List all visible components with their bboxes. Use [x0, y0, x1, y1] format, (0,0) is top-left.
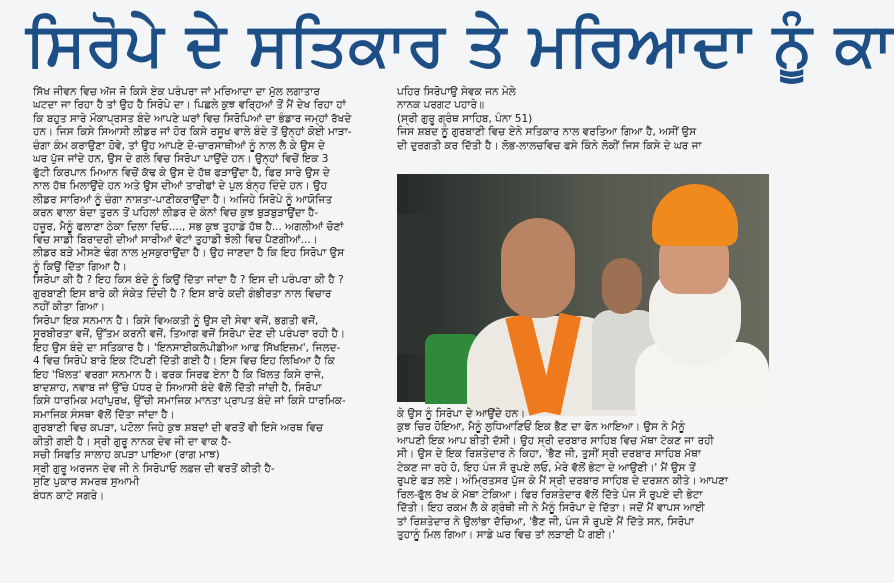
article-line: ਹਜ਼ੂਰ, ਮੈਨੂੰ ਫਲਾਣਾ ਠੇਕਾ ਦਿਲਾ ਦਿਓ...., ਸਭ ਕੁਝ ਤੁਹਾਡੇ ਹੱਥ ਹੈ... ਅਗਲੀਆਂ ਚੋਣਾਂ — [33, 220, 344, 233]
article-line: 4 ਵਿਚ ਸਿਰੋਪੇ ਬਾਰੇ ਇਕ ਟਿੱਪਣੀ ਦਿੱਤੀ ਗਈ ਹੈ। ਇਸ ਵਿਚ ਇਹ ਲਿਖਿਆ ਹੈ ਕਿ — [33, 355, 335, 368]
article-line: ਕੇ ਉਸ ਨੂੰ ਸਿਰੋਪਾ ਦੇ ਆਉਂਦੇ ਹਨ। — [397, 408, 526, 420]
article-line: ਇਹ ਉਸ ਬੰਦੇ ਦਾ ਸਤਿਕਾਰ ਹੈ। 'ਇਨਸਾਈਕਲੋਪੀਡੀਆ ਆਫ ਸਿੱਖਇਜ਼ਮ', ਜਿਲਦ- — [33, 341, 341, 354]
article-line: ਘਰ ਪੁੱਜ ਜਾਂਦੇ ਹਨ, ਉਸ ਦੇ ਗਲੇ ਵਿਚ ਸਿਰੋਪਾ ਪਾਉਂਦੇ ਹਨ। ਉਨ੍ਹਾਂ ਵਿਚੋਂ ਇਕ 3 — [33, 153, 329, 166]
article-line: ਆਪਣੀ ਇਕ ਆਪ ਬੀਤੀ ਦੱਸੀ। ਉਹ ਸ੍ਰੀ ਦਰਬਾਰ ਸਾਹਿਬ ਵਿਚ ਮੱਥਾ ਟੇਕਣ ਜਾ ਰਹੀ — [397, 434, 714, 447]
article-line: ਕਿਸੇ ਧਾਰਮਿਕ ਮਹਾਂਪੁਰਖ, ਉੱਚੀ ਸਮਾਜਿਕ ਮਾਨਤਾ ਪ੍ਰਾਪਤ ਬੰਦੇ ਜਾਂ ਕਿਸੇ ਧਾਰਮਿਕ- — [33, 395, 346, 408]
article-line: ਇਹ 'ਖਿੱਲਤ' ਵਰਗਾ ਸਨਮਾਨ ਹੈ। ਫਰਕ ਸਿਰਫ ਏਨਾ ਹੈ ਕਿ ਖਿੱਲਤ ਕਿਸੇ ਰਾਜੇ, — [33, 368, 325, 381]
article-line: ਦਿੱਤੀ। ਇਹ ਰਕਮ ਲੈ ਕੇ ਗ੍ਰੰਥੀ ਜੀ ਨੇ ਮੈਨੂੰ ਸਿਰੋਪਾ ਦੇ ਦਿੱਤਾ। ਜਦੋਂ ਮੈਂ ਵਾਪਸ ਆਈ — [397, 502, 705, 515]
article-line: ਹਨ। ਜਿਸ ਕਿਸੇ ਸਿਆਸੀ ਲੀਡਰ ਜਾਂ ਹੋਰ ਕਿਸੇ ਰਸੂਖ ਵਾਲੇ ਬੰਦੇ ਤੋਂ ਉਨ੍ਹਾਂ ਕੋਈ ਮਾੜਾ- — [33, 126, 352, 139]
article-line: ਸਿਰੋਪਾ ਕੀ ਹੈ ? ਇਹ ਕਿਸ ਬੰਦੇ ਨੂੰ ਕਿਉਂ ਦਿੱਤਾ ਜਾਂਦਾ ਹੈ ? ਇਸ ਦੀ ਪਰੰਪਰਾ ਕੀ ਹੈ ? — [33, 274, 344, 287]
article-line: ਸਮਾਜਿਕ ਸੰਸਥਾ ਵੱਲੋਂ ਦਿੱਤਾ ਜਾਂਦਾ ਹੈ। — [33, 408, 175, 421]
article-line: ਲੀਡਰ ਬੜੇ ਮੀਸਣੇ ਢੰਗ ਨਾਲ ਮੁਸਕੁਰਾਉਂਦਾ ਹੈ। ਉਹ ਜਾਣਦਾ ਹੈ ਕਿ ਇਹ ਸਿਰੋਪਾ ਉਸ — [33, 247, 345, 260]
article-line: ਨਾਲ ਹੱਥ ਮਿਲਾਉਂਦੇ ਹਨ ਅਤੇ ਉਸ ਦੀਆਂ ਤਾਰੀਫਾਂ ਦੇ ਪੁਲ ਬੰਨ੍ਹ ਦਿੰਦੇ ਹਨ। ਉਹ — [33, 180, 328, 193]
article-line: ਕੀਤੀ ਗਈ ਹੈ। ਸ੍ਰੀ ਗੁਰੂ ਨਾਨਕ ਦੇਵ ਜੀ ਦਾ ਵਾਕ ਹੈ- — [33, 435, 232, 448]
news-photo — [397, 174, 769, 402]
article-column-left — [33, 86, 386, 503]
article-line: ਗੁਰਬਾਣੀ ਇਸ ਬਾਰੇ ਕੀ ਸੰਕੇਤ ਦਿੰਦੀ ਹੈ ? ਇਸ ਬਾਰੇ ਕਦੀ ਗੰਭੀਰਤਾ ਨਾਲ ਵਿਚਾਰ — [33, 287, 332, 300]
article-line: ਟੇਕਣ ਜਾ ਰਹੇ ਹੋ, ਇਹ ਪੰਜ ਸੌ ਰੁਪਏ ਲਓ, ਮੇਰੇ ਵੱਲੋਂ ਭੇਟਾ ਦੇ ਆਉਣੀ।' ਮੈਂ ਉਸ ਤੋਂ — [397, 461, 696, 474]
article-line: ਸਿਰੋਪਾ ਇਕ ਸਨਮਾਨ ਹੈ। ਕਿਸੇ ਵਿਅਕਤੀ ਨੂੰ ਉਸ ਦੀ ਸੇਵਾ ਵਜੋਂ, ਭਗਤੀ ਵਜੋਂ, — [33, 314, 319, 327]
article-line: ਕਰਨ ਵਾਲਾ ਬੰਦਾ ਤੁਰਨ ਤੋਂ ਪਹਿਲਾਂ ਲੀਡਰ ਦੇ ਕੰਨਾਂ ਵਿਚ ਕੁਝ ਬੁੜਬੁੜਾਉਂਦਾ ਹੈ- — [33, 207, 319, 220]
article-column-right-bottom — [397, 408, 769, 543]
article-line: ਰਿਲ-ਫੁੱਲ ਰੱਖ ਕੇ ਮੱਥਾ ਟੇਕਿਆ। ਫਿਰ ਰਿਸ਼ਤੇਦਾਰ ਵੱਲੋਂ ਦਿੱਤੇ ਪੰਜ ਸੌ ਰੁਪਏ ਦੀ ਭੇਟਾ — [397, 488, 703, 501]
article-line: ਚੰਗਾ ਕੰਮ ਕਰਾਉਣਾ ਹੋਵੇ, ਤਾਂ ਉਹ ਆਪਣੇ ਦੋ-ਚਾਰਸਾਥੀਆਂ ਨੂੰ ਨਾਲ ਲੈ ਕੇ ਉਸ ਦੇ — [33, 139, 325, 152]
article-line: ਪਹਿਰ ਸਿਰੋਪਾਉ ਸੇਵਕ ਜਨ ਮੇਲੇ — [397, 86, 516, 98]
article-line: ਸ੍ਰੀ ਗੁਰੂ ਅਰਜਨ ਦੇਵ ਜੀ ਨੇ ਸਿਰੋਪਾਓ ਲਫ਼ਜ਼ ਦੀ ਵਰਤੋਂ ਕੀਤੀ ਹੈ- — [33, 462, 275, 475]
article-line: ਰੁਪਏ ਫੜ ਲਏ। ਅੰਮ੍ਰਿਤਸਰ ਪੁੱਜ ਕੇ ਮੈਂ ਸ੍ਰੀ ਦਰਬਾਰ ਸਾਹਿਬ ਦੇ ਦਰਸ਼ਨ ਕੀਤੇ। ਆਪਣਾ — [397, 475, 728, 488]
article-line: ਗੁਰਬਾਣੀ ਵਿਚ ਕਪੜਾ, ਪਟੋਲਾ ਜਿਹੇ ਕੁਝ ਸ਼ਬਦਾਂ ਦੀ ਵਰਤੋਂ ਵੀ ਇਸੇ ਅਰਥ ਵਿਚ — [33, 422, 324, 435]
article-line: ਬਾਦਸ਼ਾਹ, ਨਵਾਬ ਜਾਂ ਉੱਚੇ ਪੱਧਰ ਦੇ ਸਿਆਸੀ ਬੰਦੇ ਵੱਲੋਂ ਦਿੱਤੀ ਜਾਂਦੀ ਹੈ, ਸਿਰੋਪਾ — [33, 381, 322, 394]
article-line: (ਸ੍ਰੀ ਗੁਰੂ ਗ੍ਰੰਥ ਸਾਹਿਬ, ਪੰਨਾ 51) — [397, 112, 533, 125]
article-line: ਤਾਂ ਰਿਸ਼ਤੇਦਾਰ ਨੇ ਉਲਾਂਭਾ ਦੱਚਿਆ, 'ਭੈਣ ਜੀ, ਪੰਜ ਸੌ ਰੁਪਏ ਮੈਂ ਦਿੱਤੇ ਸਨ, ਸਿਰੋਪਾ — [397, 515, 694, 528]
article-line: ਤੁਹਾਨੂੰ ਮਿਲ ਗਿਆ। ਸਾਡੇ ਘਰ ਵਿਚ ਤਾਂ ਲੜਾਈ ਪੈ ਗਈ।' — [397, 529, 615, 542]
article-line: ਸਿੱਖ ਜੀਵਨ ਵਿਚ ਅੱਜ ਜੋ ਕਿਸੇ ਏਕ ਪਰੰਪਰਾ ਜਾਂ ਮਰਿਆਦਾ ਦਾ ਮੁੱਲ ਲਗਾਤਾਰ — [33, 86, 320, 98]
article-line: ਸੀ। ਉਸ ਦੇ ਇਕ ਰਿਸ਼ਤੇਦਾਰ ਨੇ ਕਿਹਾ, 'ਭੈਣ ਜੀ, ਤੁਸੀਂ ਸ੍ਰੀ ਦਰਬਾਰ ਸਾਹਿਬ ਮੱਥਾ — [397, 448, 701, 461]
article-line: ਸੁਣਿ ਪੁਕਾਰ ਸਮਰਥ ਸੁਆਮੀ — [33, 476, 140, 489]
article-line: ਸੂਰਬੀਰਤਾ ਵਜੋਂ, ਉੱਤਮ ਕਰਨੀ ਵਜੋਂ, ਤਿਆਗ ਵਜੋਂ ਸਿਰੋਪਾ ਦੇਣ ਦੀ ਪਰੰਪਰਾ ਰਹੀ ਹੈ। — [33, 328, 346, 341]
article-line: ਨਾਨਕ ਪਰਗਟ ਪਹਾਰੇ॥ — [397, 99, 485, 112]
article-line: ਘਟਦਾ ਜਾ ਰਿਹਾ ਹੈ ਤਾਂ ਉਹ ਹੈ ਸਿਰੋਪੇ ਦਾ। ਪਿਛਲੇ ਕੁਝ ਵਰ੍ਹਿਆਂ ਤੋਂ ਮੈਂ ਦੇਖ ਰਿਹਾ ਹਾਂ — [33, 99, 346, 112]
article-line: ਫੁੱਟੀ ਕਿਰਪਾਨ ਮਿਆਨ ਵਿਚੋਂ ਕੱਢ ਕੇ ਉਸ ਦੇ ਹੱਥ ਫੜਾਉਂਦਾ ਹੈ, ਫਿਰ ਸਾਰੇ ਉਸ ਦੇ — [33, 166, 330, 179]
article-line: ਨੂੰ ਕਿਉਂ ਦਿੱਤਾ ਗਿਆ ਹੈ। — [33, 260, 128, 273]
article-column-right-top — [397, 86, 769, 153]
headline: ਸਿਰੋਪੇ ਦੇ ਸਤਿਕਾਰ ਤੇ ਮਰਿਆਦਾ ਨੂੰ ਕਾ — [26, 10, 894, 80]
article-line: ਬੰਧਨ ਕਾਟੇ ਸਗਰੇ। — [33, 489, 105, 502]
article-line: ਵਿਚ ਸਾਡੀ ਬਿਰਾਦਰੀ ਦੀਆਂ ਸਾਰੀਆਂ ਵੋਟਾਂ ਤੁਹਾਡੀ ਝੋਲੀ ਵਿਚ ਪੈਣਗੀਆਂ...। — [33, 233, 318, 246]
article-line: ਕਿ ਬਹੁਤ ਸਾਰੇ ਮੌਕਾਪ੍ਰਸਤ ਬੰਦੇ ਆਪਣੇ ਘਰਾਂ ਵਿਚ ਸਿਰੋਪਿਆਂ ਦਾ ਭੰਡਾਰ ਜਮ੍ਹਾਂ ਰੱਖਦੇ — [33, 112, 352, 125]
article-line: ਦੀ ਦੁਰਗਤੀ ਕਰ ਦਿੱਤੀ ਹੈ। ਲੋਭ-ਲਾਲਚਵਿਚ ਫਸੇ ਕਿੰਨੇ ਲੋਕੀਂ ਜਿਸ ਕਿਸੇ ਦੇ ਘਰ ਜਾ — [397, 139, 702, 152]
article-line: ਕੁਝ ਚਿਰ ਹੋਇਆ, ਮੈਨੂੰ ਲੁਧਿਆਣਿਓਂ ਇਕ ਭੈਣ ਦਾ ਫੋਨ ਆਇਆ। ਉਸ ਨੇ ਮੈਨੂੰ — [397, 421, 685, 434]
article-line: ਲੀਡਰ ਸਾਰਿਆਂ ਨੂੰ ਚੰਗਾ ਨਾਸ਼ਤਾ-ਪਾਣੀਕਰਾਉਂਦਾ ਹੈ। ਅਜਿਹੇ ਸਿਰੋਪੇ ਨੂੰ ਆਯੋਜਿਤ — [33, 193, 333, 206]
article-line: ਸਚੀ ਸਿਫਤਿ ਸਾਲਾਹ ਕਪੜਾ ਪਾਇਆ (ਰਾਗ ਮਾਝ) — [33, 449, 220, 462]
article-line: ਨਹੀਂ ਕੀਤਾ ਗਿਆ। — [33, 301, 106, 314]
article-line: ਜਿਸ ਸ਼ਬਦ ਨੂੰ ਗੁਰਬਾਣੀ ਵਿਚ ਏਨੇ ਸਤਿਕਾਰ ਨਾਲ ਵਰਤਿਆ ਗਿਆ ਹੈ, ਅਸੀਂ ਉਸ — [397, 126, 697, 139]
